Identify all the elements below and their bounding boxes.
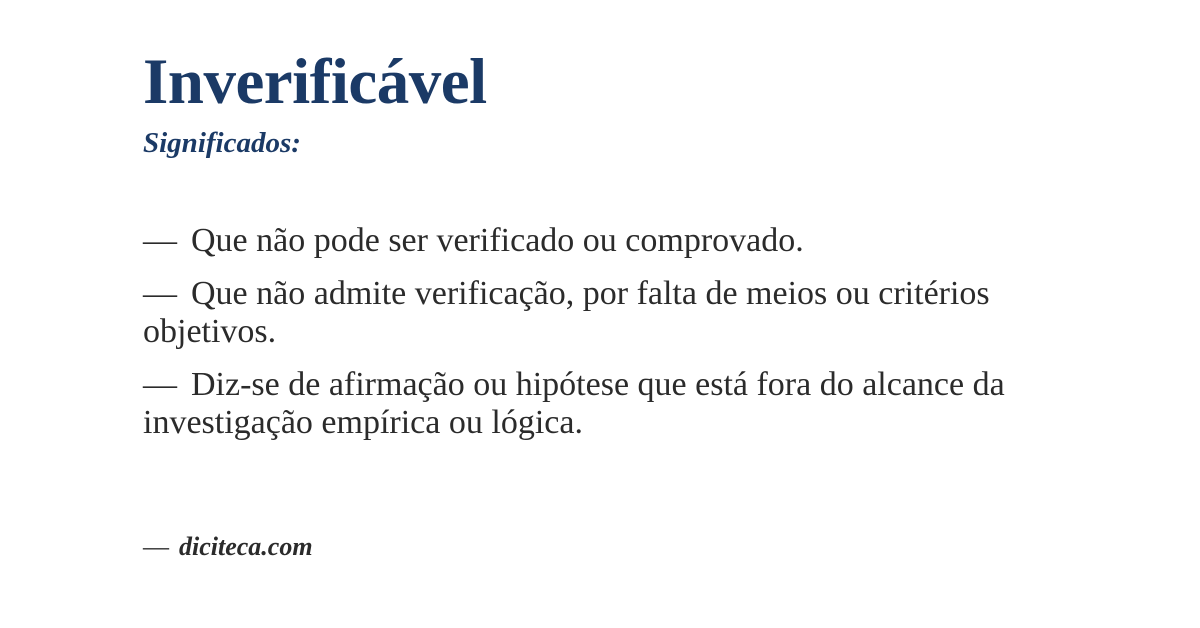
- meanings-subtitle: Significados:: [143, 127, 301, 159]
- em-dash: —: [143, 366, 177, 403]
- definition-item: [143, 366, 1005, 442]
- definition-item: [143, 275, 1005, 351]
- word-title: Inverificável: [143, 46, 487, 118]
- attribution: [143, 531, 313, 562]
- definition-text: Que não pode ser verificado ou comprovado.: [191, 222, 804, 259]
- em-dash: —: [143, 532, 169, 561]
- em-dash: —: [143, 222, 177, 259]
- definitions-list: [143, 222, 1005, 442]
- definition-item: [143, 222, 1005, 260]
- definition-text: Que não admite verificação, por falta de meios ou critérios objetivos.: [143, 275, 990, 350]
- definition-text: Diz-se de afirmação ou hipótese que está fora do alcance da investigação empírica ou lógica.: [143, 366, 1005, 441]
- em-dash: —: [143, 275, 177, 312]
- attribution-site: diciteca.com: [179, 532, 313, 561]
